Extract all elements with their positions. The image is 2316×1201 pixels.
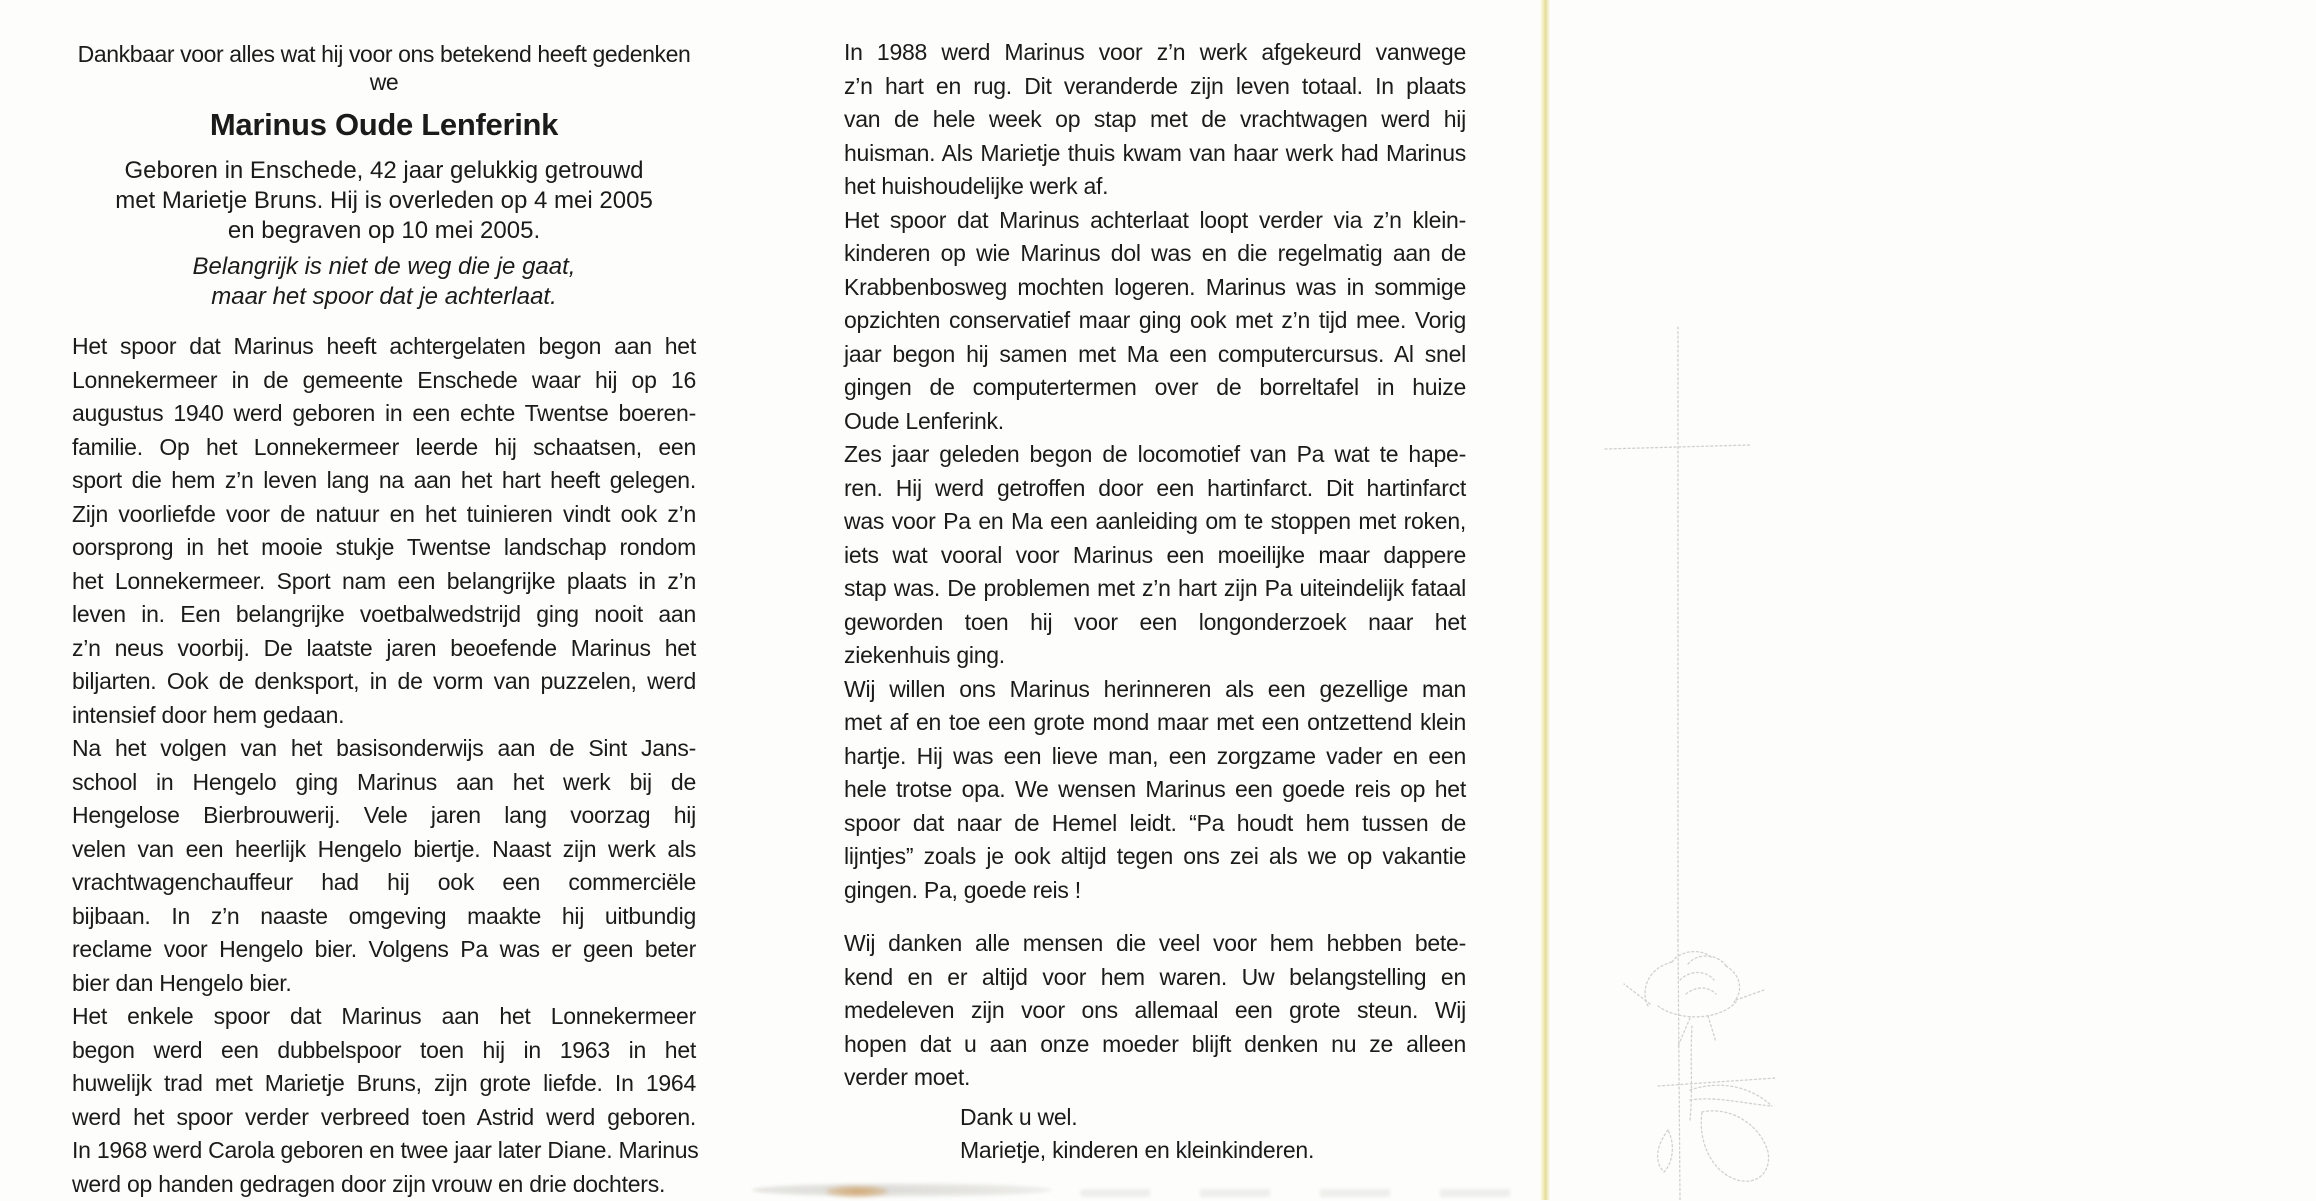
- text-line: het huishoudelijke werk af.: [844, 170, 1466, 204]
- text-line: leven in. Een belangrijke voetbalwedstrijd ging nooit aan: [72, 598, 696, 632]
- text-line: Het spoor dat Marinus heeft achtergelaten begon aan het: [72, 330, 696, 364]
- birth-death-dates: [72, 156, 696, 246]
- text-line: velen van een heerlijk Hengelo biertje. Naast zijn werk als: [72, 833, 696, 867]
- text-line: en begraven op 10 mei 2005.: [72, 216, 696, 246]
- scan-smudge-gray: [752, 1183, 1052, 1197]
- text-line: het Lonnekermeer. Sport nam een belangrijke plaats in z’n: [72, 565, 696, 599]
- text-line: maar het spoor dat je achterlaat.: [72, 282, 696, 312]
- text-line: huwelijk trad met Marietje Bruns, zijn grote liefde. In 1964: [72, 1067, 696, 1101]
- text-line: familie. Op het Lonnekermeer leerde hij schaatsen, een: [72, 431, 696, 465]
- text-line: Het spoor dat Marinus achterlaat loopt verder via z’n klein-: [844, 204, 1466, 238]
- text-line: Marietje, kinderen en kleinkinderen.: [960, 1134, 1466, 1168]
- text-line: Lonnekermeer in de gemeente Enschede waar hij op 16: [72, 364, 696, 398]
- text-line: Wij danken alle mensen die veel voor hem hebben bete-: [844, 927, 1466, 961]
- text-line: stap was. De problemen met z’n hart zijn Pa uiteindelijk fataal: [844, 572, 1466, 606]
- text-line: Geboren in Enschede, 42 jaar gelukkig getrouwd: [72, 156, 696, 186]
- cross-icon: [1605, 327, 1750, 940]
- deceased-name: Marinus Oude Lenferink: [72, 108, 696, 142]
- text-line: z’n hart en rug. Dit veranderde zijn leven totaal. In plaats: [844, 70, 1466, 104]
- left-text-column: [72, 40, 696, 1201]
- text-line: Wij willen ons Marinus herinneren als een gezellige man: [844, 673, 1466, 707]
- left-body-text: [72, 330, 696, 1201]
- text-line: lijntjes” zoals je ook altijd tegen ons zei als we op vakantie: [844, 840, 1466, 874]
- text-line: met Marietje Bruns. Hij is overleden op 4 mei 2005: [72, 186, 696, 216]
- scan-smudge-orange: [826, 1186, 888, 1197]
- text-line: ziekenhuis ging.: [844, 639, 1466, 673]
- paragraph: [844, 927, 1466, 1095]
- text-line: huisman. Als Marietje thuis kwam van haar werk had Marinus: [844, 137, 1466, 171]
- text-line: jaar begon hij samen met Ma een computercursus. Al snel: [844, 338, 1466, 372]
- text-line: medeleven zijn voor ons allemaal een grote steun. Wij: [844, 994, 1466, 1028]
- text-line: geworden toen hij voor een longonderzoek naar het: [844, 606, 1466, 640]
- paragraph: [72, 1000, 696, 1201]
- text-line: In 1968 werd Carola geboren en twee jaar later Diane. Marinus: [72, 1134, 696, 1168]
- text-line: Het enkele spoor dat Marinus aan het Lonnekermeer: [72, 1000, 696, 1034]
- text-line: sport die hem z’n leven lang na aan het hart heeft gelegen.: [72, 464, 696, 498]
- text-line: iets wat vooral voor Marinus een moeilijke maar dappere: [844, 539, 1466, 573]
- text-line: In 1988 werd Marinus voor z’n werk afgekeurd vanwege: [844, 36, 1466, 70]
- paragraph: [72, 330, 696, 732]
- text-line: bijbaan. In z’n naaste omgeving maakte hij uitbundig: [72, 900, 696, 934]
- text-line: van de hele week op stap met de vrachtwagen werd hij: [844, 103, 1466, 137]
- text-line: verder moet.: [844, 1061, 1466, 1095]
- text-line: school in Hengelo ging Marinus aan het werk bij de: [72, 766, 696, 800]
- closing-signature: [844, 1101, 1466, 1168]
- text-line: met af en toe een grote mond maar met een ontzettend klein: [844, 706, 1466, 740]
- text-line: gingen de computertermen over de borreltafel in huize: [844, 371, 1466, 405]
- text-line: kinderen op wie Marinus dol was en die regelmatig aan de: [844, 237, 1466, 271]
- right-text-column: [844, 36, 1466, 1168]
- text-line: oorsprong in het mooie stukje Twentse landschap rondom: [72, 531, 696, 565]
- text-line: Hengelose Bierbrouwerij. Vele jaren lang voorzag hij: [72, 799, 696, 833]
- paragraph: [844, 204, 1466, 439]
- memorial-quote: [72, 252, 696, 312]
- text-line: reclame voor Hengelo bier. Volgens Pa was er geen beter: [72, 933, 696, 967]
- text-line: Zijn voorliefde voor de natuur en het tuinieren vindt ook z’n: [72, 498, 696, 532]
- text-line: hele trotse opa. We wensen Marinus een goede reis op het: [844, 773, 1466, 807]
- paragraph: [844, 36, 1466, 204]
- paragraph: [844, 673, 1466, 908]
- text-line: z’n neus voorbij. De laatste jaren beoefende Marinus het: [72, 632, 696, 666]
- cross-and-rose-artwork: [1540, 300, 1860, 1200]
- text-line: augustus 1940 werd geboren in een echte Twentse boeren-: [72, 397, 696, 431]
- paragraph: [72, 732, 696, 1000]
- text-line: vrachtwagenchauffeur had hij ook een commerciële: [72, 866, 696, 900]
- text-line: was voor Pa en Ma een aanleiding om te stoppen met roken,: [844, 505, 1466, 539]
- scan-smudge-streaks: [1080, 1189, 1550, 1197]
- text-line: Belangrijk is niet de weg die je gaat,: [72, 252, 696, 282]
- intro-line: Dankbaar voor alles wat hij voor ons betekend heeft gedenken we: [72, 40, 696, 96]
- text-line: biljarten. Ook de denksport, in de vorm van puzzelen, werd: [72, 665, 696, 699]
- text-line: opzichten conservatief maar ging ook met z’n tijd mee. Vorig: [844, 304, 1466, 338]
- text-line: Na het volgen van het basisonderwijs aan de Sint Jans-: [72, 732, 696, 766]
- text-line: Zes jaar geleden begon de locomotief van Pa wat te hape-: [844, 438, 1466, 472]
- text-line: Oude Lenferink.: [844, 405, 1466, 439]
- text-line: werd het spoor verder verbreed toen Astrid werd geboren.: [72, 1101, 696, 1135]
- text-line: intensief door hem gedaan.: [72, 699, 696, 733]
- text-line: bier dan Hengelo bier.: [72, 967, 696, 1001]
- text-line: ren. Hij werd getroffen door een hartinfarct. Dit hartinfarct: [844, 472, 1466, 506]
- text-line: gingen. Pa, goede reis !: [844, 874, 1466, 908]
- text-line: spoor dat naar de Hemel leidt. “Pa houdt hem tussen de: [844, 807, 1466, 841]
- text-line: werd op handen gedragen door zijn vrouw en drie dochters.: [72, 1168, 696, 1201]
- text-line: Dank u wel.: [960, 1101, 1466, 1135]
- rose-icon: [1624, 940, 1776, 1200]
- text-line: begon werd een dubbelspoor toen hij in 1963 in het: [72, 1034, 696, 1068]
- text-line: hopen dat u aan onze moeder blijft denken nu ze alleen: [844, 1028, 1466, 1062]
- text-line: kend en er altijd voor hem waren. Uw belangstelling en: [844, 961, 1466, 995]
- text-line: Krabbenbosweg mochten logeren. Marinus was in sommige: [844, 271, 1466, 305]
- paragraph: [844, 438, 1466, 673]
- text-line: hartje. Hij was een lieve man, een zorgzame vader en een: [844, 740, 1466, 774]
